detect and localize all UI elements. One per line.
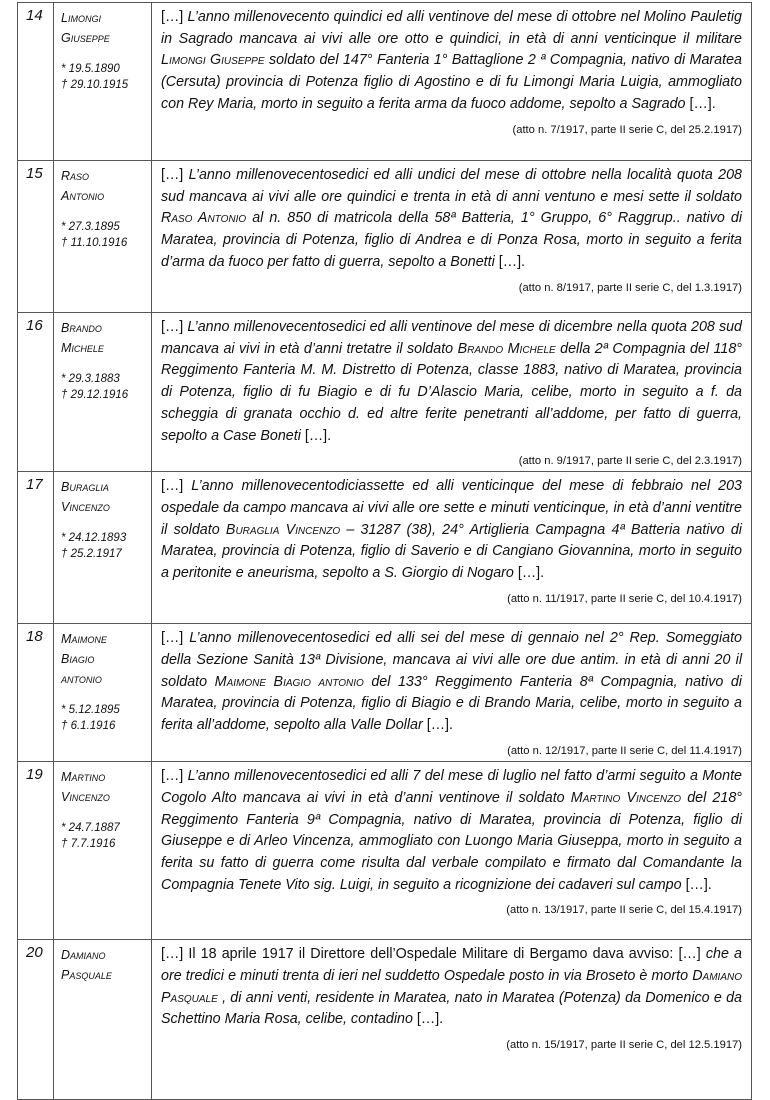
record-number-text: 19: [26, 766, 43, 784]
person-name-line2: Michele: [61, 341, 104, 355]
life-dates: [61, 371, 151, 403]
person-cell: [54, 3, 152, 161]
death-records-table: [17, 2, 752, 1100]
birth-date: * 27.3.1895: [61, 221, 120, 233]
birth-date: * 29.3.1883: [61, 373, 120, 385]
record-number-text: 14: [26, 7, 43, 24]
person-cell: [54, 313, 152, 472]
text-person-name: Martino Vincenzo: [570, 789, 682, 806]
text-person-name: Buraglia Vincenzo: [225, 521, 341, 538]
person-cell: [54, 624, 152, 762]
death-date: † 7.7.1916: [61, 838, 116, 851]
record-number: [18, 624, 54, 762]
record-number-text: 17: [26, 476, 43, 494]
record-text: [161, 944, 742, 1031]
person-name-line1: Buraglia: [61, 480, 109, 495]
person-name-line1: Maimone: [61, 632, 107, 647]
ellipsis-open: […]: [161, 768, 184, 785]
person-name-line2: Pasquale: [61, 968, 112, 983]
record-text: [161, 476, 742, 585]
life-dates: [61, 61, 151, 93]
person-name-line1: Brando: [61, 321, 102, 335]
person-name-line1: Limongi: [61, 11, 101, 25]
record-text: [161, 317, 742, 447]
text-part-2: del 218° Reggimento Fanteria 9ª Compagnia, nativo di Maratea, provincia di Potenza, figlio di Giuseppe e di Arleo Vincenza, ammogliato con Luongo Maria Giuseppa, morto in seguito a ferita su fatto di guerra come risulta dal verbale compilato e firmato dal Comandante la Compagnia Tenete Vito sig. Luigi, in seguito a ricognizione dei cadaveri sul campo: [161, 789, 742, 893]
text-part-1: che a ore tredici e minuti trenta di ieri nel suddetto Ospedale posto in via Broseto è morto: [161, 946, 742, 984]
record-number: [18, 940, 54, 1100]
record-text-cell: [152, 762, 752, 940]
life-dates: [61, 702, 151, 734]
text-part-1: L’anno millenovecento quindici ed alli ventinove del mese di ottobre nel Molino Pauletig in Sagrado mancava ai vivi alle ore otto e quindici, in età di anni venticinque il militare: [161, 9, 742, 47]
text-person-name: Brando Michele: [457, 340, 556, 357]
person-cell: [54, 762, 152, 940]
ellipsis-close: […].: [689, 95, 716, 112]
record-row: [18, 624, 752, 762]
record-reference: (atto n. 8/1917, parte II serie C, del 1.3.1917): [518, 281, 742, 294]
text-person-name: Raso Antonio: [161, 210, 247, 227]
person-name-line2: Biagio: [61, 652, 95, 667]
record-number-text: 18: [26, 628, 43, 646]
record-number-text: 15: [26, 165, 43, 182]
person-name-line1: Raso: [61, 169, 90, 183]
person-cell: [54, 161, 152, 313]
ellipsis-close: […].: [304, 427, 332, 444]
record-row: [18, 762, 752, 940]
ellipsis-close: […].: [416, 1011, 444, 1028]
birth-date: * 19.5.1890: [61, 63, 120, 75]
ellipsis-close: […].: [685, 876, 712, 893]
text-person-name: Maimone Biagio antonio: [214, 673, 364, 690]
birth-date: * 5.12.1895: [61, 704, 120, 717]
record-number: [18, 472, 54, 624]
text-part-1: L’anno millenovecentosedici ed alli 7 del mese di luglio nel fatto d’armi seguito a Monte Cogolo Alto mancava ai vivi in età d’anni ventinove il soldato: [161, 768, 742, 806]
life-dates: [61, 820, 151, 852]
record-text-cell: [152, 472, 752, 624]
record-number-text: 20: [26, 944, 43, 962]
text-part-1: L’anno millenovecentosedici ed alli sei del mese di gennaio nel 2° Rep. Someggiato della Sezione Sanità 13ª Divisione, mancava ai vivi alle ore due antim. in età di anni 20 il soldato: [161, 630, 742, 690]
record-text-cell: [152, 161, 752, 313]
text-part-2: della 2ª Compagnia del 118° Reggimento Fanteria M. M. Distretto di Potenza, classe 1883, nativo di Maratea, provincia di Potenza, figlio di fu Biagio e di fu D’Alascio Maria, celibe, morto in seguito a f. da scheggia di granata occhio d. ed altre ferite penetranti all’addome, per fatto di guerra, sepolto a Case Boneti: [161, 340, 742, 444]
ellipsis-open: […]: [161, 630, 184, 647]
record-number: [18, 161, 54, 313]
record-number: [18, 3, 54, 161]
ellipsis-close: […].: [426, 717, 453, 734]
death-date: † 11.10.1916: [61, 237, 128, 249]
record-text-cell: [152, 3, 752, 161]
text-part-2: , di anni venti, residente in Maratea, nato in Maratea (Potenza) da Domenico e da Schettino Maria Rosa, celibe, contadino: [161, 989, 742, 1028]
ellipsis-close: […].: [498, 253, 526, 270]
record-text-cell: [152, 624, 752, 762]
record-row: [18, 313, 752, 472]
person-name-line2: Antonio: [61, 189, 105, 203]
record-text: [161, 165, 742, 274]
ellipsis-open: […] Il 18 aprile 1917 il Direttore dell’Ospedale Militare di Bergamo dava avviso: […]: [161, 946, 701, 963]
text-part-1: L’anno millenovecentosedici ed alli ventinove del mese di dicembre nella quota 208 sud mancava ai vivi in età d’anni tretatre il soldato: [161, 319, 742, 357]
text-part-2: soldato del 147° Fanteria 1° Battaglione 2 ª Compagnia, nativo di Maratea (Cersuta) provincia di Potenza figlio di Agostino e di fu Limongi Maria Luigia, ammogliato con Rey Maria, morto in seguito a ferita arma da fuoco addome, sepolto a Sagrado: [161, 52, 742, 112]
text-part-2: del 133° Reggimento Fanteria 8ª Compagnia, nativo di Maratea, provincia di Potenza, figlio di Biagio e di Brando Maria, celibe, morto in seguito a ferita all’addome, sepolto alla Valle Dollar: [161, 673, 742, 734]
person-name-line3: antonio: [61, 672, 102, 687]
text-person-name: Damiano Pasquale: [161, 967, 742, 1006]
record-row: [18, 3, 752, 161]
ellipsis-open: […]: [161, 478, 184, 495]
record-number: [18, 762, 54, 940]
records-body: [18, 3, 752, 1100]
death-date: † 29.10.1915: [61, 79, 129, 91]
record-reference: (atto n. 11/1917, parte II serie C, del 10.4.1917): [507, 592, 742, 605]
record-text: [161, 628, 742, 737]
text-part-2: – 31287 (38), 24° Artiglieria Campagna 4ª Batteria nativo di Maratea, provincia di Potenza, figlio di Saverio e di Cangiano Giovannina, morto in seguito a peritonite e aneurisma, sepolto a S. Giorgio di Nogaro: [161, 521, 742, 582]
record-reference: (atto n. 15/1917, parte II serie C, del 12.5.1917): [506, 1039, 742, 1052]
record-row: [18, 472, 752, 624]
life-dates: [61, 530, 151, 562]
death-date: † 6.1.1916: [61, 720, 116, 733]
record-text: [161, 7, 742, 116]
text-part-1: L’anno millenovecentodiciassette ed alli venticinque del mese di febbraio nel 203 ospedale da campo mancava ai vivi alle ore sette e minuti venticinque, in età d’anni ventitre il soldato: [161, 478, 742, 538]
record-text-cell: [152, 940, 752, 1100]
life-dates: [61, 219, 151, 251]
ellipsis-open: […]: [161, 9, 184, 25]
record-number: [18, 313, 54, 472]
ellipsis-close: […].: [517, 565, 545, 582]
record-reference: (atto n. 7/1917, parte II serie C, del 25.2.1917): [512, 123, 742, 136]
text-part-2: al n. 850 di matricola della 58ª Batteria, 1° Gruppo, 6° Raggrup.. nativo di Maratea, provincia di Potenza, figlio di Andrea e di Ponza Rosa, morto in seguito a ferita d’arma da fuoco per fatto di guerra, sepolto a Bonetti: [161, 210, 742, 270]
person-name-line1: Damiano: [61, 948, 106, 963]
record-text: [161, 766, 742, 896]
text-part-1: L’anno millenovecentosedici ed alli undici del mese di ottobre nella località quota 208 sud mancava ai vivi alle ore quindici e trenta in età di anni ventuno e mesi sette il soldato: [161, 167, 742, 205]
record-row: [18, 940, 752, 1100]
ellipsis-open: […]: [161, 167, 184, 183]
ellipsis-open: […]: [161, 319, 184, 335]
record-number-text: 16: [26, 317, 43, 334]
record-text-cell: [152, 313, 752, 472]
person-cell: [54, 940, 152, 1100]
death-date: † 29.12.1916: [61, 389, 129, 401]
record-reference: (atto n. 13/1917, parte II serie C, del 15.4.1917): [506, 904, 742, 917]
person-cell: [54, 472, 152, 624]
death-date: † 25.2.1917: [61, 548, 122, 561]
birth-date: * 24.12.1893: [61, 532, 127, 545]
record-reference: (atto n. 12/1917, parte II serie C, del 11.4.1917): [507, 744, 742, 757]
person-name-line2: Vincenzo: [61, 500, 110, 515]
birth-date: * 24.7.1887: [61, 822, 120, 835]
text-person-name: Limongi Giuseppe: [161, 52, 265, 69]
person-name-line1: Martino: [61, 770, 106, 785]
person-name-line2: Vincenzo: [61, 790, 110, 805]
record-reference: (atto n. 9/1917, parte II serie C, del 2.3.1917): [518, 455, 742, 468]
record-row: [18, 161, 752, 313]
person-name-line2: Giuseppe: [61, 31, 110, 45]
